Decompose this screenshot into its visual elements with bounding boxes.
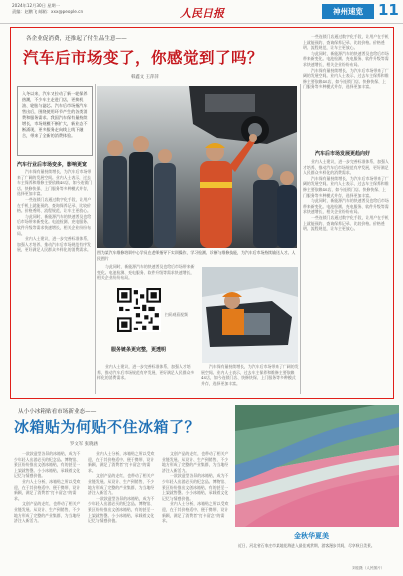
newspaper-logo: 人民日报 (180, 7, 224, 20)
car-service-illustration (202, 267, 298, 363)
masthead-info (12, 3, 83, 15)
text-column-2-bottom (97, 364, 197, 394)
issue-date: 2024年12月30日 星期一 (12, 3, 60, 8)
workshop-photo[interactable] (97, 86, 297, 248)
paragraph: 一款款造型各异的冰箱贴，成为不少年轻人出游必买的纪念品。博物馆、景区纷纷推出文创冰箱贴，有的甚至一上架就售罄。小小冰箱贴，承载着文化记忆与情感价值。 (162, 473, 229, 501)
page-number: 11 (378, 1, 399, 19)
workshop-photo-caption: 图为某汽车维修培训中心学员在老师指导下实训操作，学习检测、诊断与维修技能，为汽车后市场持续输送人才。人民图片 (97, 250, 296, 261)
subhead-1: 汽车行业后市场变多，影响更宽 (17, 162, 88, 168)
paragraph: 一些连锁门店通过数字化手段，让用户在手机上就能预约、查询保养记录、比较价格。价格透明、流程规范，让车主更放心。 (17, 196, 92, 214)
flower-field-illustration (235, 405, 399, 527)
paragraph: 汽车保有量持续增长，为汽车后市场带来了广阔的发展空间。业内人士表示，过去车主保养和维修主要依赖4S店，如今连锁门店、快修快保、上门服务等多种模式并存，选择更加丰富。 (201, 364, 299, 386)
column-divider (95, 84, 96, 394)
section-banner: 神州速览 (322, 4, 374, 19)
paragraph: 一些连锁门店通过数字化手段，让用户在手机上就能预约、查询保养记录、比较价格。价格透明、流程规范，让车主更放心。 (303, 214, 389, 232)
paragraph: 文创产品的走红，也带动了相关产业链发展。从设计、生产到销售，不少地方形成了完整的产业集群，为当地经济注入新活力。 (88, 473, 155, 496)
lower-text-column-2 (88, 451, 158, 571)
lower-article-headline[interactable]: 冰箱贴为何贴不住冰箱了？ (14, 418, 201, 436)
text-column-2-top (97, 264, 197, 280)
article-headline[interactable]: 汽车后市场变了，你感觉到了吗？ (23, 48, 264, 67)
lead-paragraph: 入冬以来，汽车又拉动了新一轮保养热潮，不少车主走进门店，更换机油、轮胎与滤芯。汽车后市场指汽车售出后，围绕使用环节产生的各类消费和服务需求。我国汽车保有量持续增长，市场规模不断扩大，新业态不断涌现，更多服务走向线上线下融合，带来了全新的消费体验。 (22, 91, 88, 138)
paragraph: 业内人士建议，进一步完善标准体系，加强人才培养，推动汽车后市场规范有序发展，更好满足人民群众多样化的消费需求。 (17, 236, 92, 253)
paragraph: 业内人士分析，冰箱贴之所以受欢迎，在于其价格适中、便于携带、设计新颖，满足了消费者“打卡留念”的需求。 (14, 478, 81, 501)
lower-article-kicker: 从小小冰箱贴看市场新业态—— (18, 409, 97, 415)
article-byline: 韩鑫文 王萍萍 (131, 75, 159, 80)
qr-code-icon[interactable] (117, 288, 161, 332)
editor-line: 责编：赵鹏飞 邮箱：xxx@people.cn (12, 9, 84, 14)
flower-field-caption: 近日，河北省石家庄市某地花海进入最佳观赏期，游客漫步其间，尽享秋日美景。 (238, 543, 375, 548)
qr-label: 扫码观看视频 (165, 312, 188, 317)
photo-title: 金秋华夏美 (294, 531, 329, 540)
text-column-3-bottom (201, 364, 299, 394)
lower-article-byline: 罗文军 张晓涵 (70, 442, 98, 447)
car-service-photo[interactable] (202, 267, 298, 363)
paragraph: 与此同时，新能源汽车的快速普及也给后市场带来新变化。电池检测、充电服务、软件升级等需求快速增长，相关企业纷纷布局。 (303, 198, 389, 215)
workshop-photo-illustration (97, 86, 297, 248)
column-divider (300, 84, 301, 394)
subhead-3: 汽车后市场发展更趋向好 (315, 151, 371, 157)
text-column-right-top (303, 34, 389, 146)
paragraph: 与此同时，新能源汽车的快速普及也给后市场带来新变化。电池检测、充电服务、软件升级等需求快速增长，相关企业纷纷布局。 (17, 213, 92, 236)
paragraph: 业内人士分析，冰箱贴之所以受欢迎，在于其价格适中、便于携带、设计新颖，满足了消费者“打卡留念”的需求。 (162, 501, 229, 524)
paragraph: 文创产品的走红，也带动了相关产业链发展。从设计、生产到销售，不少地方形成了完整的产业集群，为当地经济注入新活力。 (14, 501, 81, 524)
paragraph: 一些连锁门店通过数字化手段，让用户在手机上就能预约、查询保养记录、比较价格。价格透明、流程规范，让车主更放心。 (303, 34, 389, 51)
photo-credit: 刘佳摄（人民图片） (352, 566, 385, 570)
paragraph: 与此同时，新能源汽车的快速普及也给后市场带来新变化。电池检测、充电服务、软件升级等需求快速增长，相关企业纷纷布局。 (97, 264, 195, 280)
paragraph: 汽车保有量持续增长，为汽车后市场带来了广阔的发展空间。业内人士表示，过去车主保养和维修主要依赖4S店，如今连锁门店、快修快保、上门服务等多种模式并存，选择更加丰富。 (17, 169, 93, 197)
paragraph: 一款款造型各异的冰箱贴，成为不少年轻人出游必买的纪念品。博物馆、景区纷纷推出文创冰箱贴，有的甚至一上架就售罄。小小冰箱贴，承载着文化记忆与情感价值。 (14, 451, 81, 479)
paragraph: 一款款造型各异的冰箱贴，成为不少年轻人出游必买的纪念品。博物馆、景区纷纷推出文创冰箱贴，有的甚至一上架就售罄。小小冰箱贴，承载着文化记忆与情感价值。 (88, 495, 155, 524)
main-article[interactable] (10, 27, 394, 399)
paragraph: 汽车保有量持续增长，为汽车后市场带来了广阔的发展空间。业内人士表示，过去车主保养和维修主要依赖4S店，如今连锁门店、快修快保、上门服务等多种模式并存，选择更加丰富。 (303, 67, 389, 90)
lower-text-column-3 (162, 451, 232, 571)
paragraph: 业内人士分析，冰箱贴之所以受欢迎，在于其价格适中、便于携带、设计新颖，满足了消费者“打卡留念”的需求。 (88, 451, 155, 473)
paragraph: 与此同时，新能源汽车的快速普及也给后市场带来新变化。电池检测、充电服务、软件升级等需求快速增长，相关企业纷纷布局。 (303, 50, 389, 67)
subhead-2: 服务链条更完整，更透明 (111, 347, 167, 353)
paragraph: 文创产品的走红，也带动了相关产业链发展。从设计、生产到销售，不少地方形成了完整的产业集群，为当地经济注入新活力。 (162, 451, 229, 473)
text-column-right-bottom (303, 159, 389, 394)
lower-text-column-1 (14, 451, 84, 571)
paragraph: 业内人士建议，进一步完善标准体系，加强人才培养，推动汽车后市场规范有序发展，更好满足人民群众多样化的消费需求。 (97, 364, 195, 381)
text-column-1 (17, 169, 93, 394)
paragraph: 汽车保有量持续增长，为汽车后市场带来了广阔的发展空间。业内人士表示，过去车主保养和维修主要依赖4S店，如今连锁门店、快修快保、上门服务等多种模式并存，选择更加丰富。 (303, 175, 389, 198)
masthead (0, 0, 403, 24)
lead-paragraph-box (17, 86, 93, 156)
flower-field-photo[interactable] (235, 405, 399, 527)
paragraph: 业内人士建议，进一步完善标准体系，加强人才培养，推动汽车后市场规范有序发展，更好满足人民群众多样化的消费需求。 (303, 159, 389, 176)
article-kicker: 各企业促消费，还推起了付生品生意—— (26, 36, 127, 42)
